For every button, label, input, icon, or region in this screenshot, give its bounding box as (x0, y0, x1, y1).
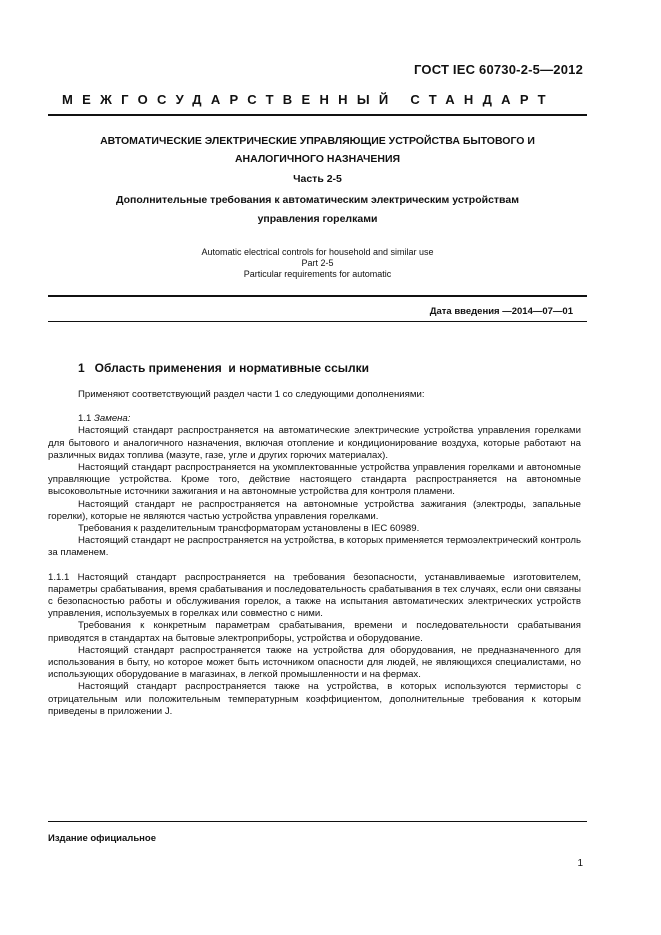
english-title-line-2: Part 2-5 (301, 258, 334, 268)
paragraph-a3: Настоящий стандарт не распространяется на автономные устройства зажигания (электроды, запальные горелки), которые не являются частью устройства управления горелками. (48, 498, 581, 522)
paragraph-a2: Настоящий стандарт распространяется на укомплектованные устройства управления горелками и автономные управляющие устройства. Кроме того, действие настоящего стандарта распространяется на автономные высоковольтные источники зажигания и на автономные устройства для контроля пламени. (48, 462, 581, 498)
footer-rule (48, 821, 587, 822)
date-rule (48, 321, 587, 322)
header-rule (48, 114, 587, 116)
english-title-line-1: Automatic electrical controls for household and similar use (201, 247, 434, 257)
subtitle-line-2: управления горелками (257, 213, 378, 225)
title-rule (48, 295, 587, 297)
title-part: Часть 2-5 (293, 173, 342, 185)
section-heading: 1 Область применения и нормативные ссылки (78, 361, 369, 375)
english-title-line-3: Particular requirements for automatic (243, 269, 392, 279)
edition-label: Издание официальное (48, 833, 156, 844)
item-1-1-title: Замена: (94, 413, 131, 425)
section-lead: Применяют соответствующий раздел части 1 со следующими дополнениями: (78, 389, 425, 400)
section-body (48, 389, 581, 718)
title-line-1: АВТОМАТИЧЕСКИЕ ЭЛЕКТРИЧЕСКИЕ УПРАВЛЯЮЩИЕ УСТРОЙСТВА БЫТОВОГО И (100, 135, 535, 147)
paragraph-b3: Настоящий стандарт распространяется также на устройства для оборудования, не предназначенного для использования в быту, но которое может быть источником опасности для людей, не являющихся специалистами, но использующих оборудование в магазинах, в легкой промышленности и на фермах. (48, 644, 581, 681)
paragraph-b4: Настоящий стандарт распространяется также на устройства, в которых используются термисторы с отрицательным или положительным температурным коэффициентом, дополнительные требования к которым приведены в приложении J. (48, 681, 581, 717)
paragraph-a5: Настоящий стандарт не распространяется на устройства, в которых применяется термоэлектрический контроль за пламенем. (48, 535, 581, 559)
page-number: 1 (577, 858, 583, 869)
subtitle-line-1: Дополнительные требования к автоматическим электрическим устройствам (116, 194, 519, 206)
paragraph-a4: Требования к разделительным трансформаторам установлены в IEC 60989. (78, 523, 420, 535)
paragraph-b2: Требования к конкретным параметрам срабатывания, времени и последовательности срабатывания приводятся в стандартах на бытовые электроприборы, устройства и оборудование. (48, 620, 581, 644)
document-code: ГОСТ IEC 60730-2-5—2012 (414, 62, 583, 77)
introduction-date: Дата введения —2014—07—01 (429, 306, 573, 317)
item-1-1-label: 1.1 (78, 413, 92, 425)
paragraph-b1: 1.1.1 Настоящий стандарт распространяется на требования безопасности, устанавливаемые изготовителем, параметры срабатывания, время срабатывания и последовательность срабатывания в тех случаях, если они связаны с безопасностью работы и обслуживания горелок, а также на испытания автоматических электрических устройств управления, используемых в горелках или совместно с ними. (48, 571, 581, 620)
item-1-1 (48, 413, 581, 425)
standard-banner: МЕЖГОСУДАРСТВЕННЫЙ СТАНДАРТ (62, 92, 555, 107)
title-line-2: АНАЛОГИЧНОГО НАЗНАЧЕНИЯ (234, 153, 401, 165)
paragraph-a1: Настоящий стандарт распространяется на автоматические электрические устройства управления горелками для бытового и аналогичного назначения, включая отопление и кондиционирование воздуха, которые работают на различных видах топлива (мазуте, газе, угле и других горючих материалах). (48, 425, 581, 461)
